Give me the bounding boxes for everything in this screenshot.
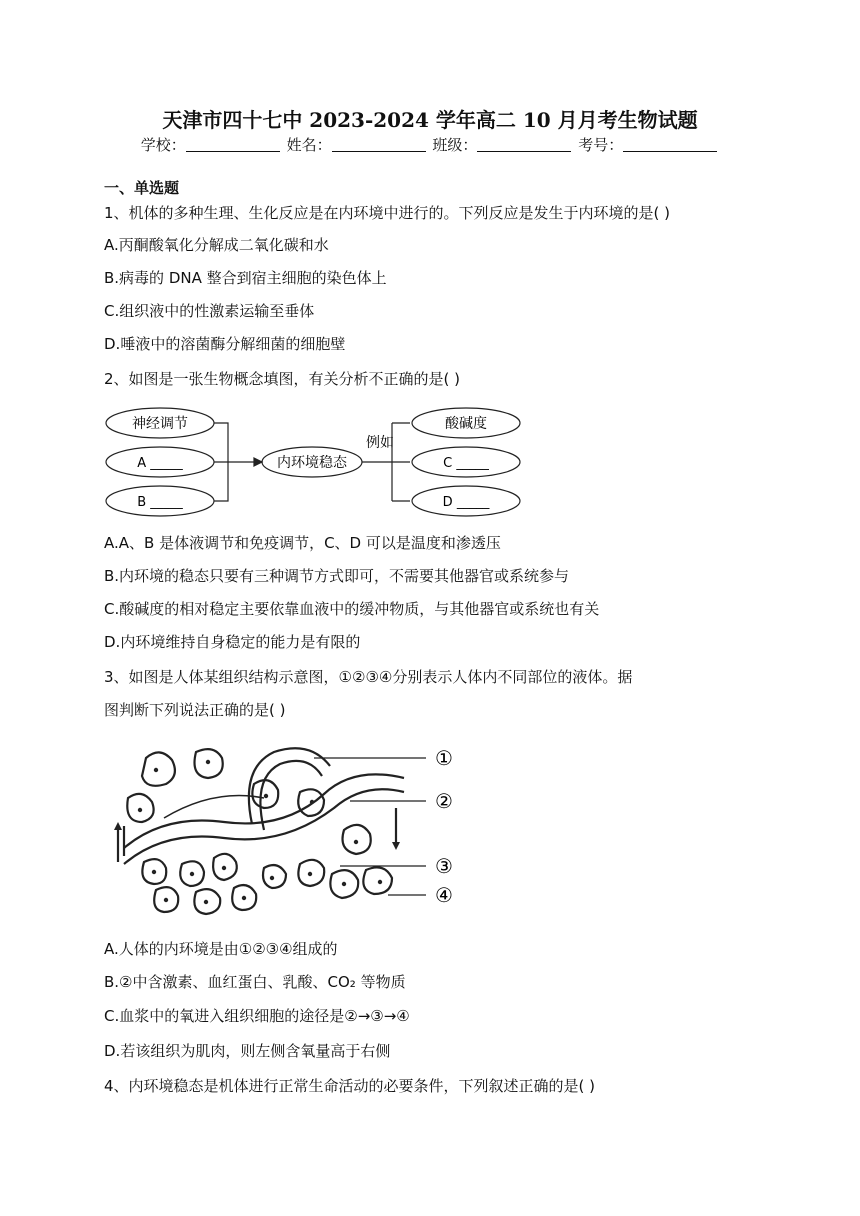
- q1-stem: 1、机体的多种生理、生化反应是在内环境中进行的。下列反应是发生于内环境的是( ): [104, 204, 671, 222]
- label-d: D _____: [442, 495, 490, 510]
- marker-4: ④: [435, 883, 453, 907]
- student-info-line: [0, 134, 860, 155]
- q2-stem: 2、如图是一张生物概念填图，有关分析不正确的是( ): [104, 370, 461, 388]
- number-blank: [623, 137, 717, 152]
- q2-option-b: B.内环境的稳态只要有三种调节方式即可，不需要其他器官或系统参与: [104, 567, 570, 585]
- class-blank: [477, 137, 571, 152]
- q3-option-d: D.若该组织为肌肉，则左侧含氧量高于右侧: [104, 1042, 391, 1060]
- label-a: A _____: [137, 456, 183, 471]
- number-label: 考号：: [578, 136, 624, 154]
- q1-option-b: B.病毒的 DNA 整合到宿主细胞的染色体上: [104, 269, 387, 287]
- q3-option-c: C.血浆中的氧进入组织细胞的途径是②→③→④: [104, 1007, 410, 1025]
- school-blank: [186, 137, 280, 152]
- label-neural: 神经调节: [132, 416, 188, 432]
- marker-1: ①: [435, 746, 453, 770]
- label-b: B _____: [137, 495, 183, 510]
- q1-option-a: A.丙酮酸氧化分解成二氧化碳和水: [104, 236, 329, 254]
- class-label: 班级：: [432, 136, 478, 154]
- q3-option-a: A.人体的内环境是由①②③④组成的: [104, 940, 338, 958]
- q1-option-c: C.组织液中的性激素运输至垂体: [104, 302, 315, 320]
- label-example: 例如: [366, 435, 394, 451]
- name-label: 姓名：: [286, 136, 332, 154]
- label-c: C _____: [443, 456, 489, 471]
- marker-2: ②: [435, 789, 453, 813]
- school-label: 学校：: [140, 136, 186, 154]
- q2-option-c: C.酸碱度的相对稳定主要依靠血液中的缓冲物质，与其他器官或系统也有关: [104, 600, 600, 618]
- q1-option-d: D.唾液中的溶菌酶分解细菌的细胞壁: [104, 335, 346, 353]
- label-ph: 酸碱度: [445, 416, 487, 432]
- page-title: 天津市四十七中 2023-2024 学年高二 10 月月考生物试题: [162, 108, 698, 132]
- q3-option-b: B.②中含激素、血红蛋白、乳酸、CO₂ 等物质: [104, 973, 406, 991]
- q2-option-d: D.内环境维持自身稳定的能力是有限的: [104, 633, 361, 651]
- q3-stem-line1: 3、如图是人体某组织结构示意图，①②③④分别表示人体内不同部位的液体。据: [104, 668, 633, 686]
- tissue-structure-diagram: [104, 738, 464, 918]
- q3-stem-line2: 图判断下列说法正确的是( ): [104, 701, 286, 719]
- name-blank: [332, 137, 426, 152]
- section-heading: 一、单选题: [104, 179, 180, 197]
- marker-3: ③: [435, 854, 453, 878]
- q4-stem: 4、内环境稳态是机体进行正常生命活动的必要条件，下列叙述正确的是( ): [104, 1077, 596, 1095]
- concept-map-diagram: [104, 405, 524, 517]
- q2-option-a: A.A、B 是体液调节和免疫调节，C、D 可以是温度和渗透压: [104, 534, 501, 552]
- label-center: 内环境稳态: [277, 455, 347, 471]
